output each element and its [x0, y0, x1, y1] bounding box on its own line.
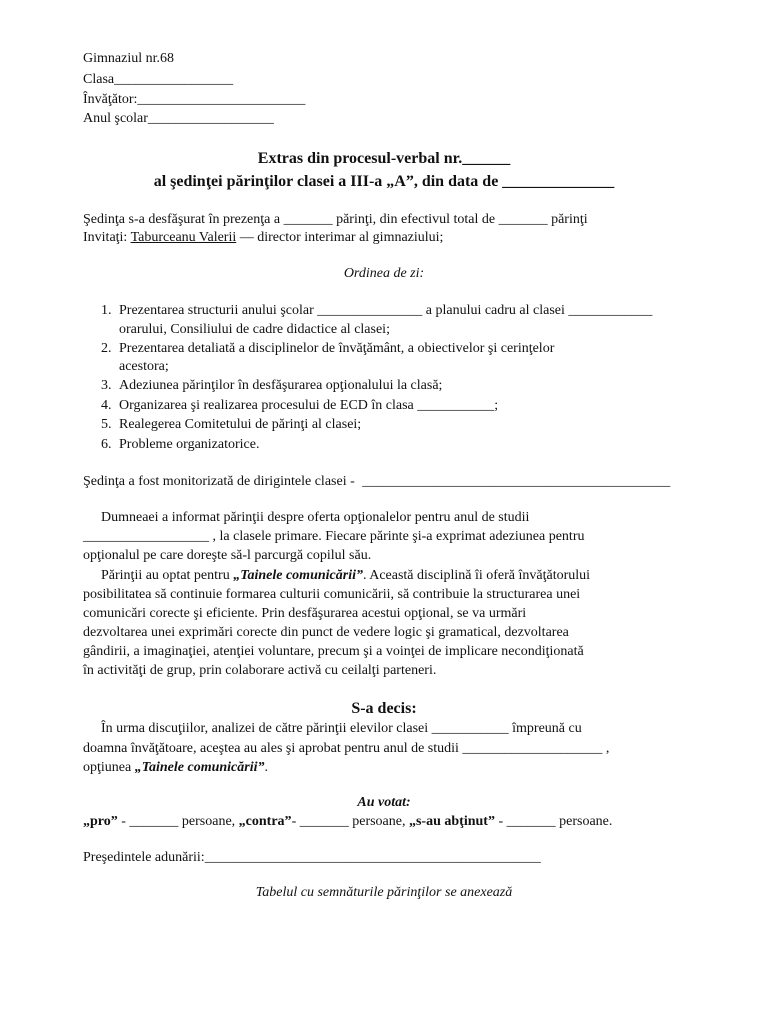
monitor-line — [83, 473, 670, 491]
agenda-item-text: Probleme organizatorice. — [119, 437, 260, 452]
vote-abstain-label: „s-au abţinut” — [408, 814, 495, 829]
agenda-item-number: 5. — [101, 417, 112, 432]
school-year-line: Anul şcolar__________________ — [83, 111, 274, 126]
paragraph-1-line: opţionalul pe care doreşte să-l parcurgă copilul său. — [83, 548, 372, 563]
monitor-label: Şedinţa a fost monitorizată de dirigintele clasei - — [83, 474, 355, 489]
agenda-item-number: 4. — [101, 398, 112, 413]
decision-line — [83, 759, 268, 777]
paragraph-2-line — [101, 567, 590, 585]
agenda-item-number: 2. — [101, 341, 112, 356]
agenda-item — [101, 397, 498, 415]
vote-heading: Au votat: — [357, 795, 411, 810]
class-line: Clasa_________________ — [83, 72, 234, 87]
school-name: Gimnaziul nr.68 — [83, 51, 174, 66]
agenda-item — [101, 377, 442, 395]
decision-option-label: opţiunea — [83, 760, 135, 775]
vote-pro-label: „pro” — [83, 814, 118, 829]
president-line — [83, 849, 541, 867]
paragraph-2-intro: Părinţii au optat pentru — [101, 568, 234, 583]
title-line-2: al şedinţei părinţilor clasei a III-a „A”, din data de ______________ — [153, 173, 615, 190]
presence-line: Şedinţa s-a desfăşurat în prezenţa a _______ părinţi, din efectivul total de _______ părinţi — [83, 212, 588, 227]
agenda-item-text: Adeziunea părinţilor în desfăşurarea opţionalului la clasă; — [119, 378, 443, 393]
agenda-item — [101, 340, 554, 358]
title-line-1: Extras din procesul-verbal nr.______ — [257, 150, 511, 167]
agenda-item-continuation: acestora; — [119, 359, 169, 374]
agenda-item — [101, 302, 652, 320]
decision-line: În urma discuţiilor, analizei de către părinţii elevilor clasei ___________ împreună cu — [101, 721, 582, 736]
agenda-item-text: Prezentarea structurii anului şcolar _______________ a planului cadru al clasei ____________ — [119, 303, 653, 318]
president-label: Preşedintele adunării: — [83, 850, 205, 865]
agenda-item-number: 3. — [101, 378, 112, 393]
agenda-item-text: Realegerea Comitetului de părinţi al clasei; — [119, 417, 362, 432]
invited-name: Taburceanu Valerii — [130, 230, 237, 245]
teacher-line: Învăţător:________________________ — [83, 92, 306, 107]
paragraph-2-line: posibilitatea să continuie formarea culturii comunicării, să contribuie la structurarea unei — [83, 587, 581, 602]
agenda-item-text: Organizarea şi realizarea procesului de ECD în clasa ___________; — [119, 398, 499, 413]
paragraph-1-line: Dumneaei a informat părinţii despre oferta opţionalelor pentru anul de studii — [101, 510, 530, 525]
invited-label: Invitaţi: — [83, 230, 128, 245]
agenda-item — [101, 416, 361, 434]
paragraph-2-line: dezvoltarea unei exprimări corecte din punct de vedere logic şi gramatical, dezvoltarea — [83, 625, 569, 640]
agenda-item-number: 1. — [101, 303, 112, 318]
decision-line: doamna învăţătoare, aceştea au ales şi aprobat pentru anul de studii ____________________ , — [83, 741, 610, 756]
president-blank: ________________________________________________ — [204, 850, 541, 865]
vote-line — [83, 813, 612, 831]
paragraph-2-line: în activităţi de grup, prin colaborare activă cu ceilalţi parteneri. — [83, 663, 437, 678]
paragraph-2-line: gândirii, a imaginaţiei, atenţiei voluntare, precum şi a voinţei de implicare necondiţionată — [83, 644, 584, 659]
monitor-blank: ____________________________________________ — [362, 474, 671, 489]
vote-contra-count: - _______ persoane, — [291, 814, 409, 829]
vote-pro-count: - _______ persoane, — [117, 814, 239, 829]
vote-contra-label: „contra” — [238, 814, 292, 829]
decision-option-name: „Tainele comunicării” — [134, 760, 265, 775]
decision-heading: S-a decis: — [351, 700, 417, 717]
invited-line — [83, 229, 443, 247]
agenda-item-text: Prezentarea detaliată a disciplinelor de învăţământ, a obiectivelor şi cerinţelor — [119, 341, 555, 356]
paragraph-2-intro-tail: . Această disciplină îi oferă învăţătorului — [362, 568, 591, 583]
invited-role: — director interimar al gimnaziului; — [239, 230, 444, 245]
paragraph-2-line: comunicări corecte şi eficiente. Prin desfăşurarea acestui opţional, se va urmări — [83, 606, 527, 621]
decision-option-end: . — [264, 760, 268, 775]
signatures-note: Tabelul cu semnăturile părinţilor se anexează — [255, 885, 513, 900]
optional-name: „Tainele comunicării” — [233, 568, 363, 583]
paragraph-1-line: __________________ , la clasele primare. Fiecare părinte şi-a exprimat adeziunea pentru — [83, 529, 585, 544]
agenda-item-continuation: orarului, Consiliului de cadre didactice al clasei; — [119, 322, 390, 337]
agenda-heading: Ordinea de zi: — [343, 266, 425, 281]
agenda-item-number: 6. — [101, 437, 112, 452]
vote-abstain-count: - _______ persoane. — [494, 814, 613, 829]
agenda-item — [101, 436, 259, 454]
